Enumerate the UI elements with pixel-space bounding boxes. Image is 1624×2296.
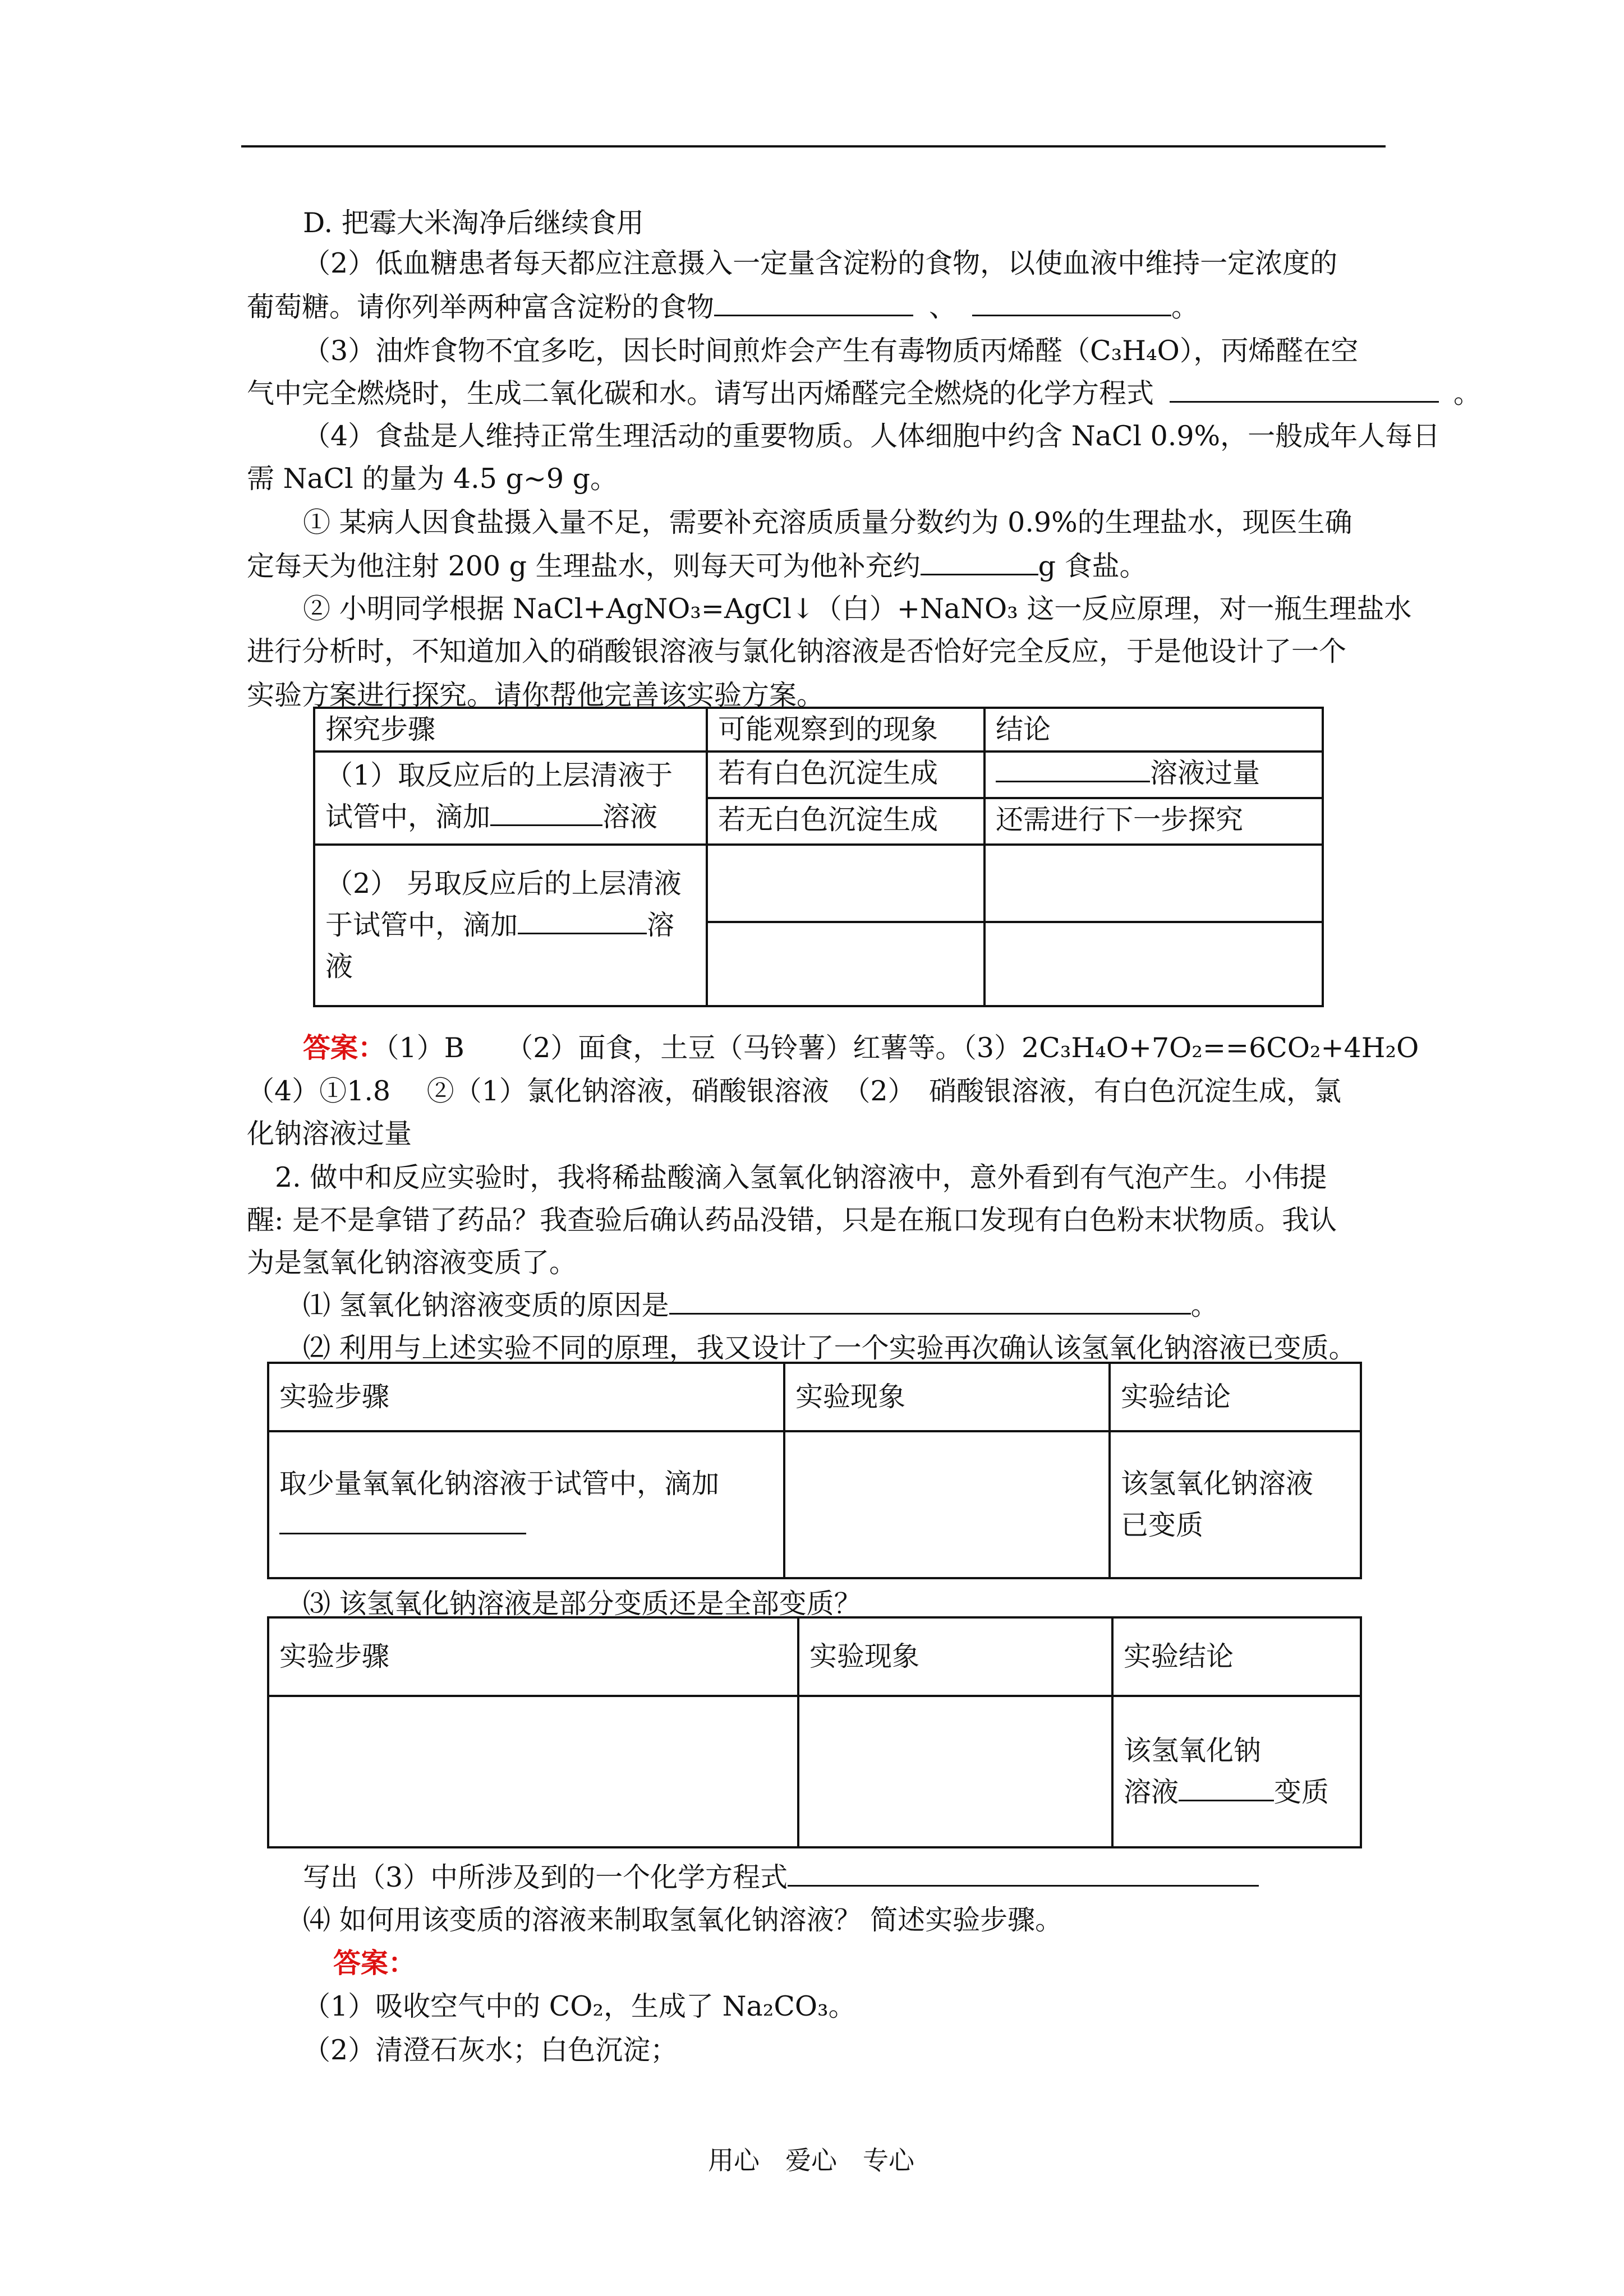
q1-part4a-line1: ① 某病人因食盐摄入量不足，需要补充溶质质量分数约为 0.9%的生理盐水，现医生确 xyxy=(303,506,1352,538)
q2-sub3: ⑶ 该氢氧化钠溶液是部分变质还是全部变质？ xyxy=(303,1588,862,1620)
q2-line1: 2. 做中和反应实验时，我将稀盐酸滴入氢氧化钠溶液中，意外看到有气泡产生。小伟提 xyxy=(275,1161,1327,1193)
table-cell-empty[interactable] xyxy=(268,1696,798,1847)
q1-part2-line1: （2）低血糖患者每天都应注意摄入一定量含淀粉的食物，以使血液中维持一定浓度的 xyxy=(303,247,1338,279)
table-cell: 该氢氧化钠 溶液 变质 xyxy=(1112,1696,1361,1847)
q2-answer-1: （1）吸收空气中的 CO₂，生成了 Na₂CO₃。 xyxy=(303,1990,856,2022)
table-cell: 还需进行下一步探究 xyxy=(984,798,1323,845)
table-header: 实验步骤 xyxy=(268,1363,784,1431)
table-cell: （1）取反应后的上层清液于 试管中，滴加 溶液 xyxy=(314,751,707,845)
table-cell: 取少量氧氧化钠溶液于试管中，滴加 xyxy=(268,1431,784,1578)
answer-blank[interactable] xyxy=(279,1509,526,1534)
q1-part4a-line2: 定每天为他注射 200 g 生理盐水，则每天可为他补充约 g 食盐。 xyxy=(247,550,1147,582)
table-header: 结论 xyxy=(984,708,1323,751)
q1-part4-line2: 需 NaCl 的量为 4.5 g~9 g。 xyxy=(247,463,618,495)
answer-blank[interactable] xyxy=(669,1289,1191,1315)
q1-part3-line1: （3）油炸食物不宜多吃，因长时间煎炸会产生有毒物质丙烯醛（C₃H₄O），丙烯醛在空 xyxy=(303,335,1359,367)
table-cell: 溶液过量 xyxy=(984,751,1323,798)
q2-line3: 为是氢氧化钠溶液变质了。 xyxy=(247,1247,577,1279)
q1-experiment-table xyxy=(313,707,1324,1007)
page-footer: 用心 爱心 专心 xyxy=(708,2145,914,2175)
answer-blank[interactable] xyxy=(714,291,913,316)
q1-part4b-line1: ② 小明同学根据 NaCl+AgNO₃=AgCl↓（白）+NaNO₃ 这一反应原理，对一瓶生理盐水 xyxy=(303,593,1412,625)
table-cell: 该氢氧化钠溶液 已变质 xyxy=(1110,1431,1361,1578)
q1-part4b-line3: 实验方案进行探究。请你帮他完善该实验方案。 xyxy=(247,679,825,711)
q1-part3-line2: 气中完全燃烧时，生成二氧化碳和水。请写出丙烯醛完全燃烧的化学方程式 。 xyxy=(247,377,1482,409)
table-cell: （2） 另取反应后的上层清液 于试管中，滴加 溶液 xyxy=(314,845,707,1006)
table-header: 探究步骤 xyxy=(314,708,707,751)
table-cell-empty[interactable] xyxy=(984,845,1323,922)
q2-sub1: ⑴ 氢氧化钠溶液变质的原因是 。 xyxy=(303,1289,1218,1321)
table-header: 可能观察到的现象 xyxy=(707,708,984,751)
q2-answer-label: 答案： xyxy=(333,1947,416,1979)
q1-part4-line1: （4）食盐是人维持正常生理活动的重要物质。人体细胞中约含 NaCl 0.9%，一般成年人每日 xyxy=(303,420,1441,452)
table-cell-empty[interactable] xyxy=(798,1696,1112,1847)
q1-part2-line2: 葡萄糖。请你列举两种富含淀粉的食物 、 。 xyxy=(247,291,1199,323)
q2-table-1 xyxy=(267,1362,1362,1579)
q2-write-equation: 写出（3）中所涉及到的一个化学方程式 xyxy=(303,1861,1259,1894)
header-rule xyxy=(241,145,1386,147)
q2-answer-2: （2）清澄石灰水；白色沉淀； xyxy=(303,2034,678,2066)
table-cell: 若有白色沉淀生成 xyxy=(707,751,984,798)
table-cell-empty[interactable] xyxy=(707,922,984,1006)
table-header: 实验结论 xyxy=(1112,1617,1361,1696)
answer-blank[interactable] xyxy=(788,1861,1259,1887)
table-header: 实验步骤 xyxy=(268,1617,798,1696)
q1-answer-line1: 答案：（1）B （2）面食，土豆（马铃薯）红薯等。（3）2C₃H₄O+7O₂==6CO₂+4H₂O xyxy=(303,1031,1419,1064)
q2-line2: 醒: 是不是拿错了药品？我查验后确认药品没错，只是在瓶口发现有白色粉末状物质。我认 xyxy=(247,1204,1337,1236)
q2-sub4: ⑷ 如何用该变质的溶液来制取氢氧化钠溶液？ 简述实验步骤。 xyxy=(303,1904,1063,1936)
q2-table-2 xyxy=(267,1616,1362,1848)
table-cell-empty[interactable] xyxy=(984,922,1323,1006)
table-cell-empty[interactable] xyxy=(784,1431,1110,1578)
answer-blank[interactable] xyxy=(518,909,647,934)
q2-sub2: ⑵ 利用与上述实验不同的原理，我又设计了一个实验再次确认该氢氧化钠溶液已变质。 xyxy=(303,1332,1356,1364)
table-header: 实验现象 xyxy=(784,1363,1110,1431)
q1-answer-line3: 化钠溶液过量 xyxy=(247,1118,412,1150)
table-header: 实验现象 xyxy=(798,1617,1112,1696)
answer-blank[interactable] xyxy=(1179,1776,1274,1801)
answer-blank[interactable] xyxy=(921,550,1038,575)
option-d: D. 把霉大米淘净后继续食用 xyxy=(303,207,644,239)
q1-part4b-line2: 进行分析时，不知道加入的硝酸银溶液与氯化钠溶液是否恰好完全反应，于是他设计了一个 xyxy=(247,635,1347,667)
answer-blank[interactable] xyxy=(972,291,1171,316)
answer-blank[interactable] xyxy=(1170,377,1439,403)
answer-label: 答案： xyxy=(303,1031,386,1064)
table-header: 实验结论 xyxy=(1110,1363,1361,1431)
table-cell: 若无白色沉淀生成 xyxy=(707,798,984,845)
answer-blank[interactable] xyxy=(490,801,602,826)
table-cell-empty[interactable] xyxy=(707,845,984,922)
answer-blank[interactable] xyxy=(996,757,1150,782)
q1-answer-line2: （4）①1.8 ②（1）氯化钠溶液，硝酸银溶液 （2） 硝酸银溶液，有白色沉淀生成，氯 xyxy=(247,1075,1342,1107)
